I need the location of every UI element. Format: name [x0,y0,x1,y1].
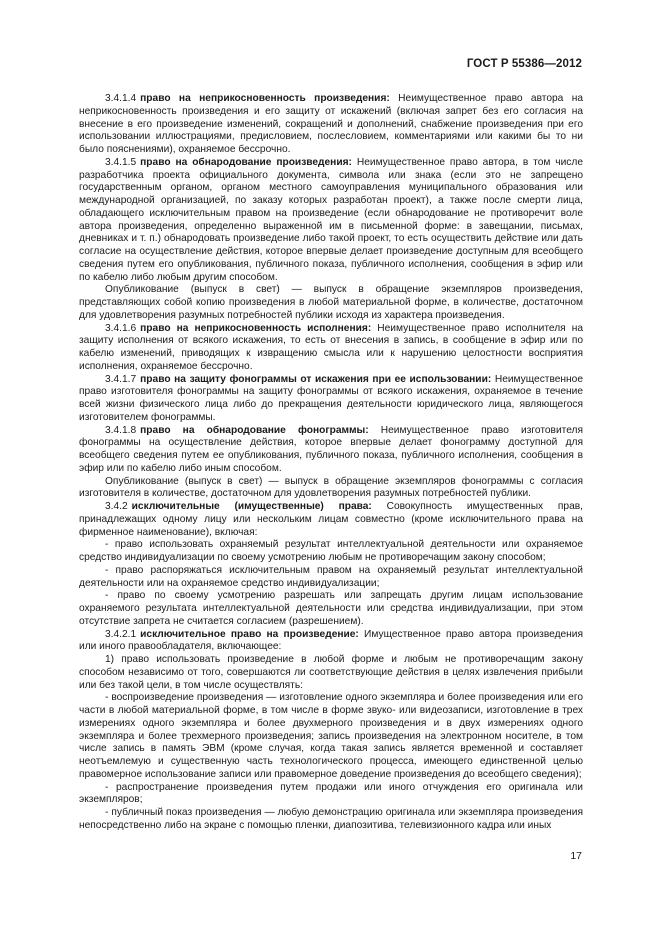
paragraph-text: 1) право использовать произведение в любой форме и любым не противоречащим закону способом независимо от того, совершаются ли соответствующие действия в целях извлечения прибыли или без такой цели, в том числе осуществлять: [79,654,583,691]
term-definition-heading: право на неприкосновенность исполнения: [140,322,372,334]
paragraph-text: Неимущественное право изготовителя фонограммы на защиту фонограммы от всякого искажения, охраняемое в течение всей жизни физического лица либо до прекращения деятельности юридического лица, являющегося изготовителем фонограммы. [79,373,583,423]
page-number: 17 [570,850,582,862]
paragraph [79,539,583,565]
paragraph-text: Неимущественное право автора на неприкосновенность произведения и его защиту от искажений (включая запрет без его согласия на внесение в его произведение изменений, сокращений и дополнений, снабжение произведения при его использовании иллюстрациями, предисловием, послесловием, комментариями или какими бы то ни было пояснениями), охраняемое бессрочно. [79,93,584,155]
paragraph-text: - публичный показ произведения — любую демонстрацию оригинала или экземпляра произведения непосредственно либо на экране с помощью пленки, диапозитива, телевизионного кадра или иных [79,807,583,831]
paragraph-text: Имущественное право автора произведения или иного правообладателя, включающее: [79,628,584,653]
term-definition-heading: исключительное право на произведение: [140,628,359,640]
paragraph-text: - право распоряжаться исключительным правом на охраняемый результат интеллектуальной деятельности или на охраняемое средство индивидуализации; [79,564,583,589]
paragraph [79,565,583,591]
paragraph [79,425,583,476]
clause-number: 3.4.1.4 [105,93,137,104]
clause-number: 3.4.2 [105,501,128,512]
term-definition-heading: право на защиту фонограммы от искажения при ее использовании: [140,373,492,385]
paragraph-text: Опубликование (выпуск в свет) — выпуск в обращение экземпляров произведения, представляющих собой копию произведения в любой материальной форме, в количестве, достаточном для удовлетворения разумных потребностей публики исходя из характера произведения. [79,284,583,321]
paragraph-text: - право по своему усмотрению разрешать или запрещать другим лицам использование охраняемого результата интеллектуальной деятельности или средства индивидуализации, при этом отсутствие запрета не считается согласием (разрешением). [79,590,583,627]
paragraph-text: Неимущественное право автора, в том числе разработчика проекта официального документа, символа или знака (если это не запрещено государственным органом, органом местного самоуправления муниципального образования или международной организацией, по заказу которых разработан проект), а также после смерти лица, обладающего исключительным правом на произведение (если обнародование не противоречит воле автора произведения, определенно выраженной им в письменной форме: в завещании, письмах, дневниках и т. п.) обнародовать произведение либо такой проект, то есть осуществить действие или дать согласие на осуществление действия, которое впервые делает произведение доступным для всеобщего сведения путем его опубликования, публичного показа, публичного исполнения, сообщения в эфир или по кабелю либо любым другим способом. [79,156,583,283]
paragraph [79,807,583,833]
paragraph-text: - право использовать охраняемый результат интеллектуальной деятельности или охраняемое средство индивидуализации по своему усмотрению любым не противоречащим закону способом; [79,539,583,563]
paragraph [79,692,583,781]
paragraph [79,157,583,285]
paragraph [79,284,583,322]
paragraph-text: - воспроизведение произведения — изготовление одного экземпляра и более произведения или его части в любой материальной форме, в том числе в форме звуко- или видеозаписи, изготовление в трех измерениях одного экземпляра и более двухмерного произведения и в двух измерениях одного экземпляра и более трехмерного произведения; запись произведения на электронном носителе, в том числе запись в память ЭВМ (кроме случая, когда такая запись является временной и составляет неотъемлемую и существенную часть технологического процесса, имеющего единственной целью правомерное использование записи или правомерное доведение произведения до всеобщего сведения); [79,692,583,780]
paragraph-text: Опубликование (выпуск в свет) — выпуск в обращение экземпляров фонограммы с согласия изготовителя в количестве, достаточном для удовлетворения разумных потребностей публики. [79,475,583,500]
paragraph [79,629,583,655]
term-definition-heading: право на неприкосновенность произведения: [140,93,390,104]
document-body [79,93,583,833]
paragraph [79,782,583,808]
paragraph [79,654,583,692]
paragraph [79,93,583,157]
paragraph [79,374,583,425]
clause-number: 3.4.1.8 [105,424,137,436]
paragraph-text: Неимущественное право исполнителя на защиту исполнения от всякого искажения, то есть от внесения в запись, в сообщение в эфир или по кабелю изменений, приводящих к извращению смысла или к нарушению целостности восприятия исполнения, охраняемое бессрочно. [79,322,583,372]
paragraph-text: Совокупность имущественных прав, принадлежащих одному лицу или нескольким лицам совместно (кроме исключительного права на фирменное наименование), включая: [79,501,583,538]
paragraph-text: Неимущественное право изготовителя фонограммы на осуществление действия, которое впервые делает фонограмму доступной для всеобщего сведения путем ее опубликования, публичного показа, публичного исполнения, сообщения в эфир или по кабелю либо иным способом. [79,424,583,474]
paragraph [79,501,583,539]
clause-number: 3.4.1.6 [105,322,137,334]
clause-number: 3.4.1.7 [105,373,137,385]
term-definition-heading: право на обнародование фонограммы: [140,424,369,436]
paragraph [79,590,583,628]
clause-number: 3.4.1.5 [105,156,137,168]
term-definition-heading: право на обнародование произведения: [140,156,352,168]
term-definition-heading: исключительные (имущественные) права: [131,501,372,512]
paragraph [79,323,583,374]
clause-number: 3.4.2.1 [105,628,137,640]
document-code: ГОСТ Р 55386—2012 [466,58,582,70]
paragraph [79,476,583,502]
paragraph-text: - распространение произведения путем продажи или иного отчуждения его оригинала или экземпляров; [79,781,583,806]
